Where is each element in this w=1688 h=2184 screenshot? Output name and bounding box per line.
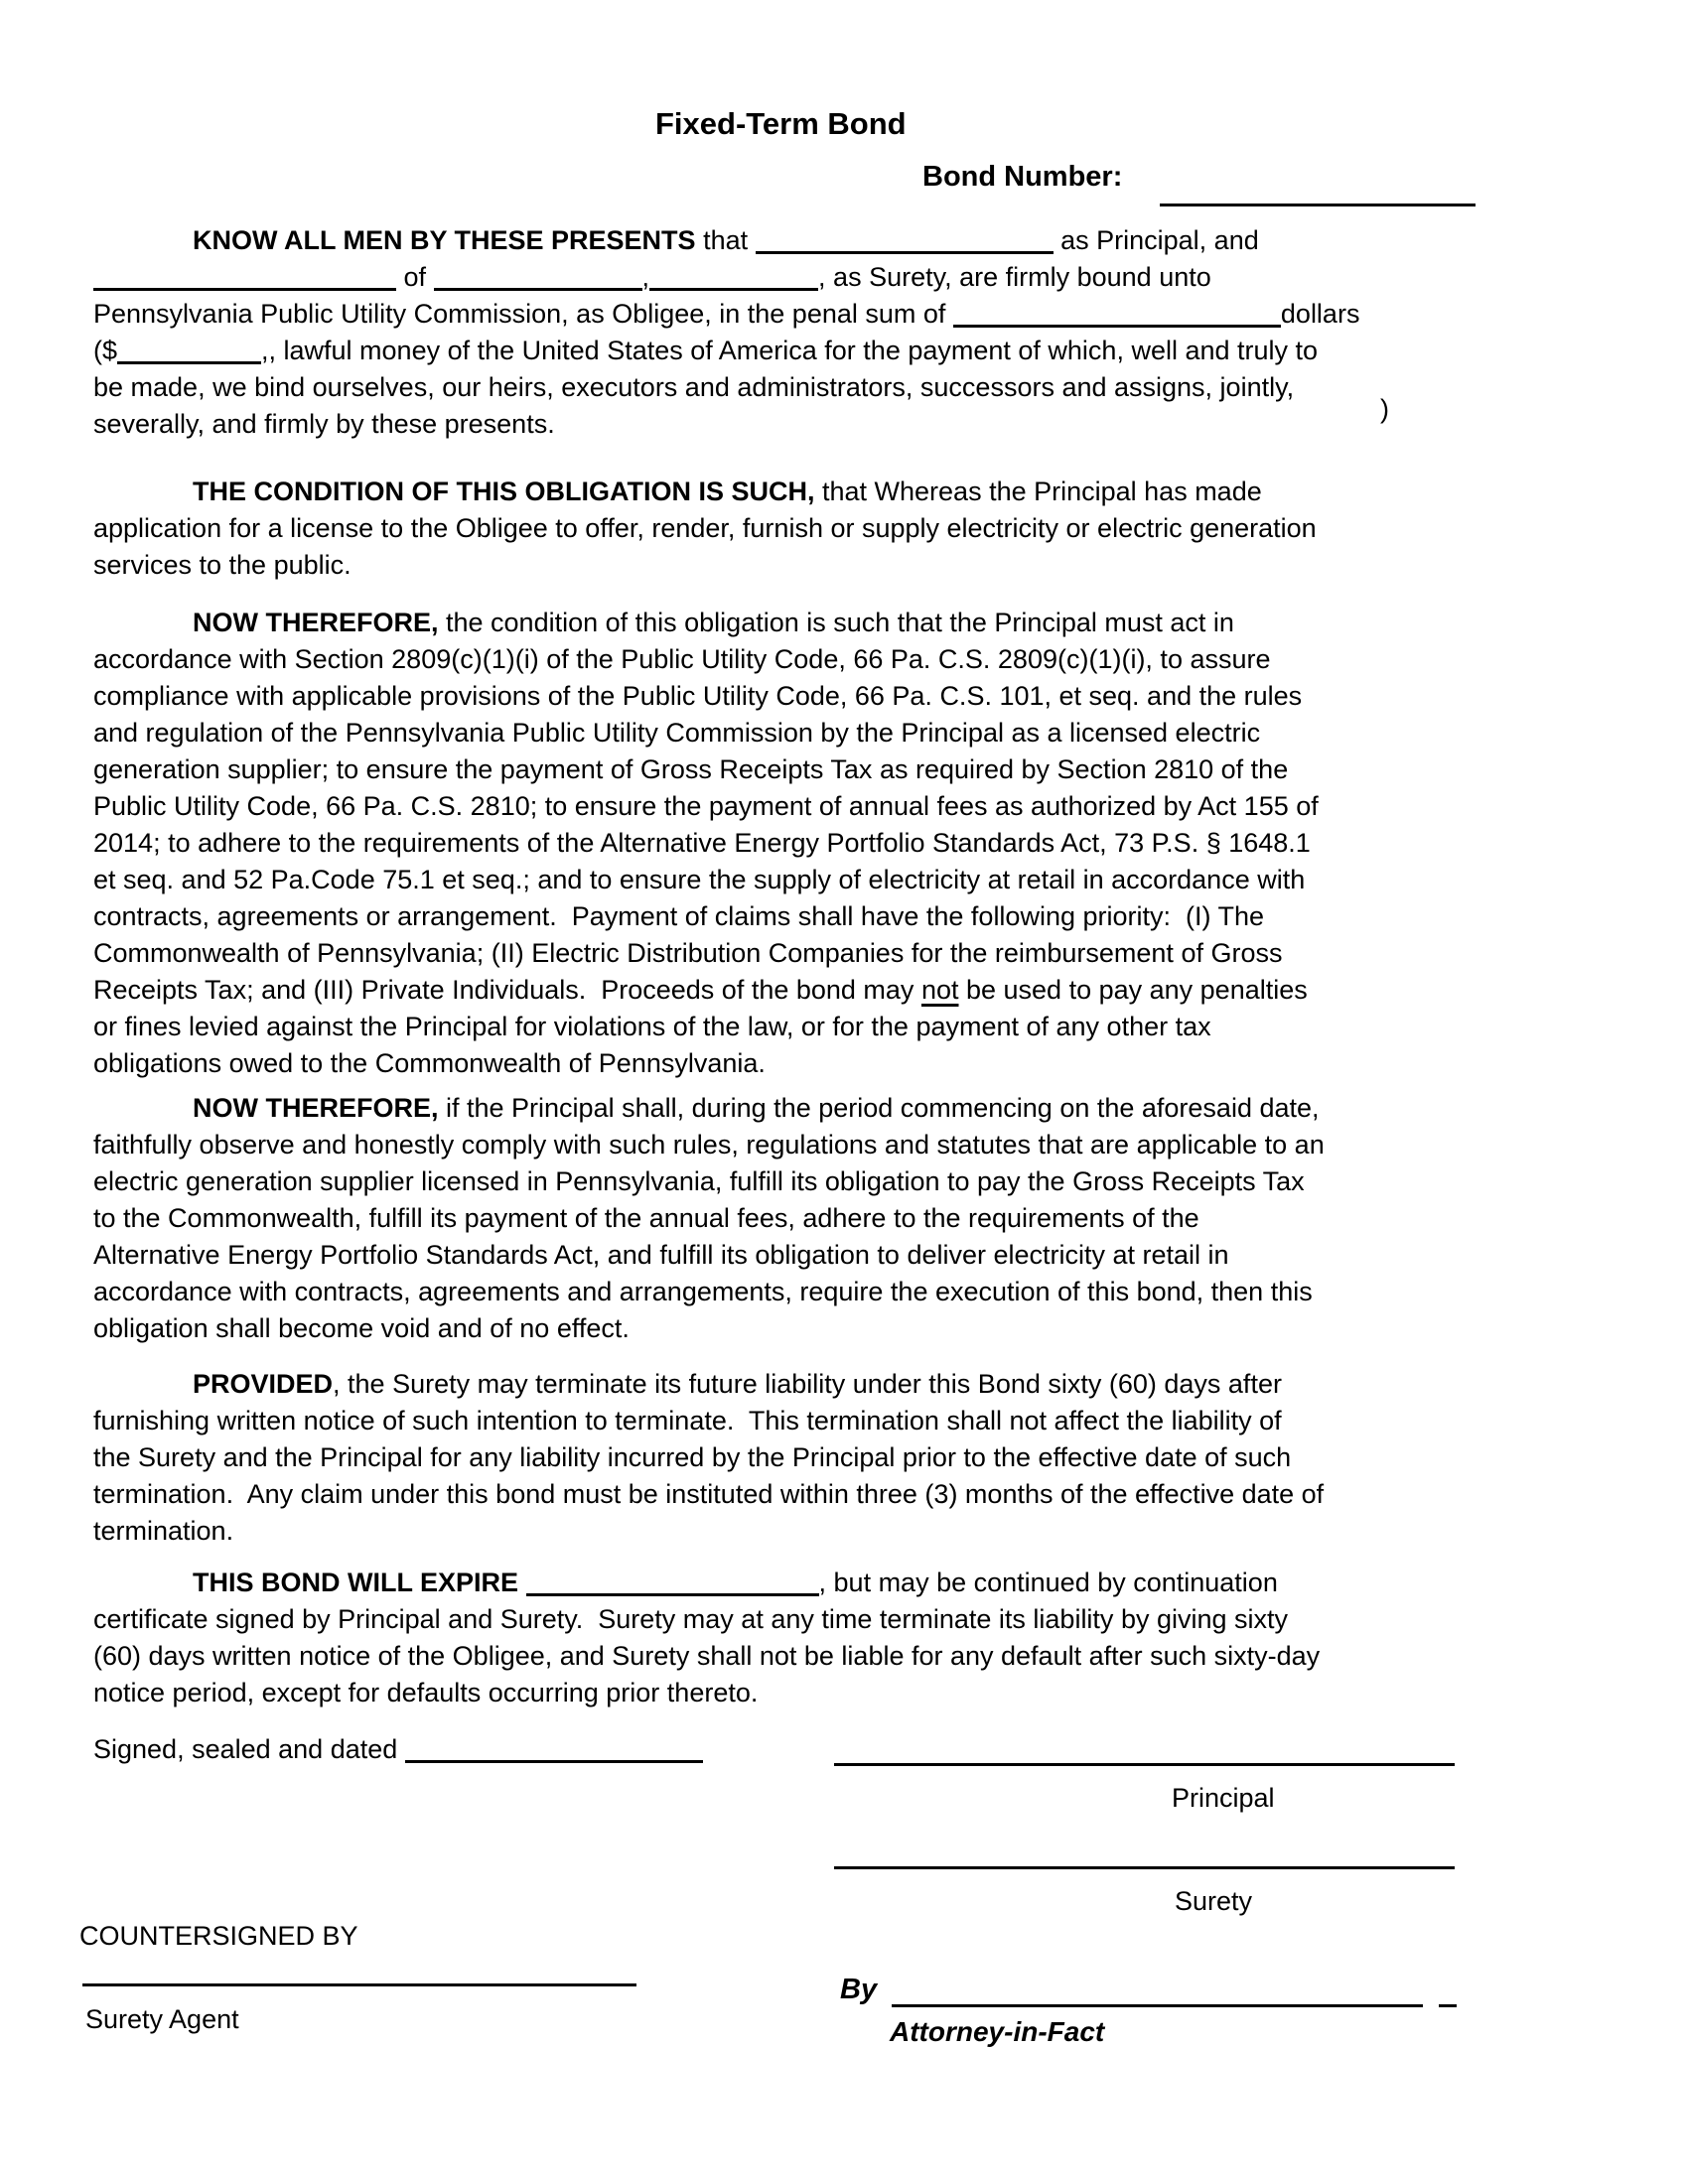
text-line bbox=[93, 1439, 1573, 1476]
text-line bbox=[93, 1476, 1573, 1513]
text-run: compliance with applicable provisions of the Public Utility Code, 66 Pa. C.S. 101, et seq. and the rules bbox=[93, 681, 1303, 711]
paragraph-bond-expire bbox=[93, 1565, 1573, 1711]
text-line bbox=[93, 825, 1573, 862]
text-run: Receipts Tax; and (III) Private Individuals. Proceeds of the bond may bbox=[93, 975, 921, 1005]
text-line bbox=[93, 1565, 1573, 1601]
bold-text-run: NOW THEREFORE, bbox=[193, 608, 439, 637]
surety-label: Surety bbox=[1175, 1886, 1253, 1916]
text-run: of bbox=[396, 262, 434, 292]
by-signature-line-tail bbox=[1439, 2004, 1457, 2007]
text-line bbox=[93, 972, 1573, 1009]
text-run: dollars bbox=[1280, 299, 1360, 329]
text-line bbox=[93, 1045, 1573, 1082]
paragraph-provided-termination bbox=[93, 1366, 1573, 1550]
text-line bbox=[93, 406, 1573, 443]
blank-fill-in-line bbox=[756, 225, 1054, 254]
text-line bbox=[93, 641, 1573, 678]
text-line bbox=[93, 296, 1573, 333]
text-run: Alternative Energy Portfolio Standards Act, and fulfill its obligation to deliver electricity at retail in bbox=[93, 1240, 1229, 1270]
text-line bbox=[93, 1638, 1573, 1675]
blank-fill-in-line bbox=[405, 1734, 703, 1763]
text-run: accordance with contracts, agreements and arrangements, require the execution of this bond, then this bbox=[93, 1277, 1313, 1306]
text-run: and regulation of the Pennsylvania Public Utility Commission by the Principal as a licensed electric bbox=[93, 718, 1261, 748]
text-run: accordance with Section 2809(c)(1)(i) of the Public Utility Code, 66 Pa. C.S. 2809(c)(1)(i), to assure bbox=[93, 644, 1271, 674]
bold-text-run: NOW THEREFORE, bbox=[193, 1093, 439, 1123]
text-run: , as Surety, are firmly bound unto bbox=[818, 262, 1211, 292]
text-run: , the Surety may terminate its future liability under this Bond sixty (60) days after bbox=[333, 1369, 1282, 1399]
text-run: obligation shall become void and of no effect. bbox=[93, 1313, 630, 1343]
text-line bbox=[93, 1090, 1573, 1127]
text-line bbox=[93, 605, 1573, 641]
bond-number-blank-line bbox=[1160, 204, 1476, 206]
text-line bbox=[93, 510, 1573, 547]
text-line bbox=[93, 1274, 1573, 1310]
bold-text-run: PROVIDED bbox=[193, 1369, 334, 1399]
blank-fill-in-line bbox=[93, 262, 396, 291]
countersigned-by-label: COUNTERSIGNED BY bbox=[79, 1921, 358, 1951]
text-run: if the Principal shall, during the period commencing on the aforesaid date, bbox=[438, 1093, 1320, 1123]
text-line bbox=[93, 788, 1573, 825]
stray-paren-mark: ) bbox=[1380, 394, 1389, 424]
text-run: , but may be continued by continuation bbox=[818, 1568, 1278, 1597]
paragraph-know-all-men bbox=[93, 222, 1573, 443]
text-line bbox=[93, 935, 1573, 972]
surety-agent-label: Surety Agent bbox=[85, 2004, 239, 2034]
text-run: electric generation supplier licensed in Pennsylvania, fulfill its obligation to pay the Gross Receipts Tax bbox=[93, 1166, 1305, 1196]
by-signature-line bbox=[892, 2004, 1423, 2007]
text-line bbox=[93, 222, 1573, 259]
paragraph-now-therefore-void bbox=[93, 1090, 1573, 1347]
text-run: , bbox=[641, 262, 650, 292]
principal-signature-line bbox=[834, 1763, 1455, 1766]
text-run: termination. Any claim under this bond must be instituted within three (3) months of the effective date of bbox=[93, 1479, 1325, 1509]
text-line bbox=[93, 715, 1573, 751]
paragraph-now-therefore-conditions bbox=[93, 605, 1573, 1082]
text-run: Signed, sealed and dated bbox=[93, 1734, 405, 1764]
text-line bbox=[93, 369, 1573, 406]
text-run: the condition of this obligation is such that the Principal must act in bbox=[438, 608, 1234, 637]
bold-text-run: THE CONDITION OF THIS OBLIGATION IS SUCH, bbox=[193, 477, 815, 506]
text-run: generation supplier; to ensure the payment of Gross Receipts Tax as required by Section 2810 of the bbox=[93, 754, 1289, 784]
text-run: the Surety and the Principal for any liability incurred by the Principal prior to the effective date of such bbox=[93, 1442, 1292, 1472]
text-run: ,, lawful money of the United States of America for the payment of which, well and truly to bbox=[261, 336, 1319, 365]
text-run: to the Commonwealth, fulfill its payment of the annual fees, adhere to the requirements of the bbox=[93, 1203, 1199, 1233]
page-title: Fixed-Term Bond bbox=[655, 106, 907, 141]
text-run: 2014; to adhere to the requirements of the Alternative Energy Portfolio Standards Act, 73 P.S. § 1648.1 bbox=[93, 828, 1311, 858]
text-run: that Whereas the Principal has made bbox=[814, 477, 1262, 506]
text-line bbox=[93, 1601, 1573, 1638]
text-run: that bbox=[695, 225, 756, 255]
text-run: Pennsylvania Public Utility Commission, as Obligee, in the penal sum of bbox=[93, 299, 953, 329]
text-run: ($ bbox=[93, 336, 118, 365]
text-run: severally, and firmly by these presents. bbox=[93, 409, 555, 439]
text-run: contracts, agreements or arrangement. Payment of claims shall have the following priority: (I) The bbox=[93, 901, 1265, 931]
text-run: (60) days written notice of the Obligee, and Surety shall not be liable for any default after such sixty-day bbox=[93, 1641, 1321, 1671]
text-line bbox=[93, 678, 1573, 715]
bold-text-run: THIS BOND WILL EXPIRE bbox=[193, 1568, 526, 1597]
text-line bbox=[93, 547, 1573, 584]
text-line bbox=[93, 474, 1573, 510]
text-line bbox=[93, 1127, 1573, 1163]
paragraph-condition-of-obligation bbox=[93, 474, 1573, 584]
text-run: furnishing written notice of such intention to terminate. This termination shall not affect the liability of bbox=[93, 1406, 1282, 1435]
text-run: as Principal, and bbox=[1053, 225, 1259, 255]
bold-text-run: KNOW ALL MEN BY THESE PRESENTS bbox=[193, 225, 696, 255]
text-run: be made, we bind ourselves, our heirs, executors and administrators, successors and assigns, jointly, bbox=[93, 372, 1295, 402]
blank-fill-in-line bbox=[117, 336, 261, 364]
text-line bbox=[93, 1009, 1573, 1045]
text-run: Public Utility Code, 66 Pa. C.S. 2810; to ensure the payment of annual fees as authorized by Act 155 of bbox=[93, 791, 1319, 821]
surety-signature-line bbox=[834, 1866, 1455, 1869]
underlined-text-run: not bbox=[920, 975, 959, 1005]
text-line bbox=[93, 1366, 1573, 1403]
text-line bbox=[93, 862, 1573, 898]
blank-fill-in-line bbox=[526, 1568, 819, 1596]
by-label: By bbox=[840, 1974, 878, 2005]
text-line bbox=[93, 1675, 1573, 1711]
blank-fill-in-line bbox=[649, 262, 818, 291]
text-run: termination. bbox=[93, 1516, 234, 1546]
text-run: services to the public. bbox=[93, 550, 352, 580]
blank-fill-in-line bbox=[434, 262, 642, 291]
text-line bbox=[93, 1237, 1573, 1274]
text-line bbox=[93, 1163, 1573, 1200]
text-line bbox=[93, 1310, 1573, 1347]
text-run: et seq. and 52 Pa.Code 75.1 et seq.; and to ensure the supply of electricity at retail in accordance with bbox=[93, 865, 1306, 894]
text-line bbox=[93, 259, 1573, 296]
principal-label: Principal bbox=[1172, 1783, 1275, 1813]
bond-number-label: Bond Number: bbox=[922, 161, 1123, 193]
text-run: Commonwealth of Pennsylvania; (II) Electric Distribution Companies for the reimbursement of Gross bbox=[93, 938, 1283, 968]
text-run: or fines levied against the Principal for violations of the law, or for the payment of any other tax bbox=[93, 1012, 1211, 1041]
surety-agent-signature-line bbox=[82, 1983, 636, 1986]
text-run: application for a license to the Obligee to offer, render, furnish or supply electricity or electric generation bbox=[93, 513, 1317, 543]
blank-fill-in-line bbox=[953, 299, 1281, 328]
text-line bbox=[93, 1403, 1573, 1439]
text-line bbox=[93, 898, 1573, 935]
text-run: notice period, except for defaults occurring prior thereto. bbox=[93, 1678, 759, 1707]
text-line bbox=[93, 1513, 1573, 1550]
text-run: certificate signed by Principal and Surety. Surety may at any time terminate its liability by giving sixty bbox=[93, 1604, 1289, 1634]
text-line bbox=[93, 751, 1573, 788]
attorney-in-fact-label: Attorney-in-Fact bbox=[890, 2016, 1105, 2047]
text-run: faithfully observe and honestly comply with such rules, regulations and statutes that are applicable to an bbox=[93, 1130, 1325, 1160]
text-line bbox=[93, 1200, 1573, 1237]
text-run: be used to pay any penalties bbox=[958, 975, 1308, 1005]
text-line bbox=[93, 333, 1573, 369]
text-run: obligations owed to the Commonwealth of Pennsylvania. bbox=[93, 1048, 766, 1078]
